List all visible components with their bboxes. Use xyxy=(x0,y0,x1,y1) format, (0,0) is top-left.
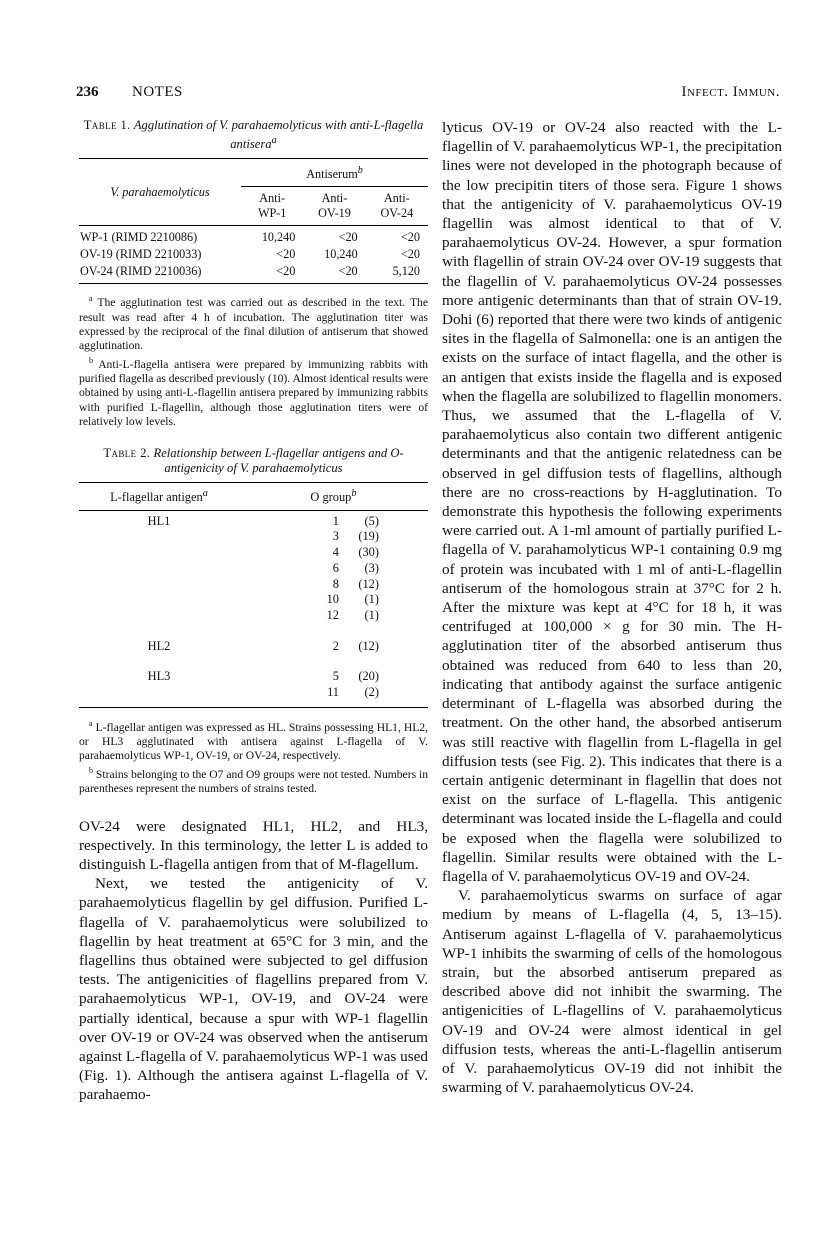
table2-strain-count: (1) xyxy=(364,607,379,622)
table2-strain-count: (1) xyxy=(364,592,379,607)
table1-col-label: Anti-OV-19 xyxy=(318,191,351,221)
table2-strain-count: (3) xyxy=(364,560,379,575)
table1-footnote-a: $^a$ The agglutination test was carried out as described in the text. The result was read after 4 h of incubation. The agglutination titer was expressed by the reciprocal of the final dilution of antiserum that showed agglutination. xyxy=(79,294,428,353)
table1-footnote-b-text: Anti-L-flagella antisera were prepared by immunizing rabbits with purified flagella as described previously (10). Almost identical results were obtained by using anti-L-flagellin antisera prepared by immunizing rabbits with purified L-flagellin, although those agglutination titers were of relatively low levels. xyxy=(79,357,428,429)
table-row xyxy=(79,263,428,284)
left-column xyxy=(79,118,428,1105)
running-header xyxy=(76,84,780,106)
table2-antigen: HL1 xyxy=(147,513,171,528)
table2-strain-count: (12) xyxy=(358,576,379,591)
table2-antigen xyxy=(79,529,239,545)
table1-col-anti-ov24 xyxy=(366,187,428,226)
table1-group-sup: b xyxy=(357,165,363,177)
table1-group-header: Antiserum xyxy=(306,167,358,182)
table2-col1-sup: a xyxy=(202,487,208,499)
table1-title-sup: a xyxy=(271,135,277,146)
table2-o-group: 12 xyxy=(326,607,339,622)
table2-antigen xyxy=(79,592,239,608)
table2-strain-count: (5) xyxy=(364,513,379,528)
table2-footnotes xyxy=(79,717,428,797)
table-row xyxy=(79,529,428,545)
table1-title: Agglutination of V. parahaemolyticus with anti-L-flagella antisera xyxy=(133,118,424,152)
table2-antigen xyxy=(79,608,239,624)
table2-footnote-b-text: Strains belonging to the O7 and O9 groups were not tested. Numbers in parentheses represent the numbers of strains tested. xyxy=(79,767,429,796)
table-row xyxy=(79,669,428,685)
table1-col-anti-wp1 xyxy=(241,187,303,226)
table1-row-header: V. parahaemolyticus xyxy=(110,184,210,199)
table-row xyxy=(79,545,428,561)
table2-antigen: HL2 xyxy=(147,638,171,653)
table2-antigen: HL3 xyxy=(147,669,171,684)
table1-strain: OV-19 (RIMD 2210033) xyxy=(80,247,202,262)
table2-o-group: 10 xyxy=(326,592,339,607)
table1-value: <20 xyxy=(276,264,296,279)
right-column xyxy=(442,118,782,1097)
table2-body xyxy=(79,511,428,708)
table1 xyxy=(79,158,428,284)
table1-row-header-cell xyxy=(79,159,241,226)
body-paragraph: Next, we tested the antigenicity of V. parahaemolyticus flagellin by gel diffusion. Purified L-flagella of V. parahaemolyticus were solubilized to flagellin by heat treatment at 65°C for 3 min, and the flagellins thus obtained were subjected to gel diffusion tests. The antigenicities of flagellins prepared from V. parahaemolyticus WP-1, OV-19, and OV-24 were partially identical, because a spur with WP-1 flagellin over OV-19 or OV-24 was observed when the antiserum against L-flagella of V. parahaemolyticus WP-1 was used (Fig. 1). Although the antisera against L-flagella of V. parahaemo- xyxy=(79,875,428,1104)
table2-o-group: 1 xyxy=(332,513,339,528)
table2-antigen xyxy=(79,561,239,577)
table2-antigen xyxy=(79,577,239,593)
table1-col-label: Anti-WP-1 xyxy=(257,191,287,221)
table2-o-group: 5 xyxy=(332,669,339,684)
table1-value: <20 xyxy=(276,247,296,262)
right-body-text xyxy=(442,118,782,1097)
section-title: NOTES xyxy=(132,84,183,100)
table1-footnotes xyxy=(79,292,428,429)
table2-strain-count: (19) xyxy=(358,529,379,544)
table1-value: <20 xyxy=(338,230,358,245)
table2-col2-sup: b xyxy=(351,487,357,499)
table2-footnote-a-text: L-flagellar antigen was expressed as HL. Strains possessing HL1, HL2, or HL3 agglutinated with antisera against L-flagella of V. parahaemolyticus WP-1, OV-19, or OV-24, respectively. xyxy=(79,720,428,763)
table1-value: <20 xyxy=(338,264,358,279)
table2-strain-count: (30) xyxy=(358,545,379,560)
table2 xyxy=(79,482,428,511)
body-paragraph: lyticus OV-19 or OV-24 also reacted with the L-flagellin of V. parahaemolyticus WP-1, the precipitation lines were not developed in the photograph because of the low precipitin titers of those sera. Figure 1 shows that the antigenicity of V. parahaemolyticus OV-19 flagellin was almost identical to that of V. parahaemolyticus OV-24. However, a spur formation with flagellin of strain OV-24 over OV-19 suggests that the flagellin of V. parahaemolyticus OV-24 possesses more antigenic determinants than that of strain OV-19. Dohi (6) reported that there were two kinds of antigenic sites in the flagella of Salmonella: one is an antigen the exists on the surface of intact flagella, and the other is an antigen that exists inside the flagella and is exposed when the flagella are solubilized to flagellin monomers. Thus, we assumed that the L-flagella of V. parahaemolyticus also contain two different antigenic determinants and that the antigenic relatedness can be observed in gel diffusion tests of flagellins, although there are no cross-reactions by H-agglutination. To demonstrate this hypothesis the following experiments were carried out. A 1-ml amount of partially purified L-flagella of V. parahamolyticus WP-1 containing 0.9 mg of protein was incubated with 1 ml of anti-L-flagellin antiserum of the homologous strain at 37°C for 2 h. After the mixture was kept at 4°C for 18 h, it was centrifuged at 100,000 × g for 30 min. The H-agglutination titer of the absorbed antiserum thus obtained was reduced from 640 to less than 20, indicating that antibody against the surface antigenic determinant of L-flagella was absorbed during the treatment. On the other hand, the absorbed antiserum was still reactive with flagellin from L-flagella in gel diffusion tests (see Fig. 2). This indicates that there is a certain antigenic determinant in flagellin that does not exist on the surface of L-flagella. This antigenic determinant was located inside the L-flagella and could be exposed when the flagella were solubilized to flagellin. Similar results were obtained with the L-flagella of V. parahaemolyticus OV-19 and OV-24. xyxy=(442,119,782,885)
table2-strain-count: (12) xyxy=(358,638,379,653)
table-row xyxy=(79,246,428,263)
body-paragraph: V. parahaemolyticus swarms on surface of agar medium by means of L-flagella (4, 5, 13–15). Antiserum against L-flagella of V. parahaemolyticus WP-1 inhibits the swarming of cells of the homologous strain, but the absorbed antiserum prepared as described above did not inhibit the swarming. The antigenicities of L-flagellins of V. parahaemolyticus OV-19 and OV-24 were almost identical in gel diffusion tests, whereas the anti-L-flagellin antiserum of V. parahaemolyticus OV-19 did not inhibit the swarming of V. parahaemolyticus OV-24. xyxy=(442,887,782,1097)
table1-strain: OV-24 (RIMD 2210036) xyxy=(80,264,202,279)
table-row xyxy=(79,226,428,247)
table1-value: 5,120 xyxy=(392,264,420,279)
table2-col1-header xyxy=(79,482,239,510)
table1-col-label: Anti-OV-24 xyxy=(380,191,414,221)
table-row xyxy=(79,639,428,655)
table1-strain: WP-1 (RIMD 2210086) xyxy=(80,230,198,245)
table2-col1-label: L-flagellar antigen xyxy=(110,489,203,504)
table2-col2-header xyxy=(239,482,428,510)
table1-footnote-b: $^b$ Anti-L-flagella antisera were prepared by immunizing rabbits with purified flagella as described previously (10). Almost identical results were obtained by using anti-L-flagellin antisera prepared by immunizing rabbits with purified L-flagellin, although those agglutination titers were of relatively low levels. xyxy=(79,355,428,429)
body-paragraph: OV-24 were designated HL1, HL2, and HL3, respectively. In this terminology, the letter L is added to distinguish L-flagella antigen from that of M-flagellum. xyxy=(79,817,428,873)
table2-caption xyxy=(79,446,428,476)
table1-col-anti-ov19 xyxy=(303,187,365,226)
table2-footnote-b: $^b$ Strains belonging to the O7 and O9 groups were not tested. Numbers in parentheses represent the numbers of strains tested. xyxy=(79,765,429,796)
table-row xyxy=(79,685,428,701)
table2-footnote-a: $^a$ L-flagellar antigen was expressed as HL. Strains possessing HL1, HL2, or HL3 agglutinated with antisera against L-flagella of V. parahaemolyticus WP-1, OV-19, or OV-24, respectively. xyxy=(79,718,428,763)
table1-caption xyxy=(79,118,428,152)
journal-name: Infect. Immun. xyxy=(681,84,780,100)
left-body-text xyxy=(79,817,428,1105)
table2-o-group: 3 xyxy=(332,529,339,544)
table-row xyxy=(79,608,428,624)
table1-value: <20 xyxy=(400,230,420,245)
table2-o-group: 2 xyxy=(332,638,339,653)
table1-label: Table 1. xyxy=(83,118,131,132)
table1-value: <20 xyxy=(400,247,420,262)
table2-label: Table 2. xyxy=(103,445,151,460)
table-row xyxy=(79,577,428,593)
table1-value: 10,240 xyxy=(324,247,358,262)
table2-o-group: 8 xyxy=(332,576,339,591)
table2-col2-label: O group xyxy=(310,489,352,504)
table1-group-header-cell xyxy=(241,159,428,187)
table-row xyxy=(79,561,428,577)
table2-o-group: 6 xyxy=(332,560,339,575)
table-row xyxy=(79,514,428,530)
table2-strain-count: (20) xyxy=(358,669,379,684)
table2-antigen xyxy=(79,545,239,561)
table2-title: Relationship between L-flagellar antigens and O-antigenicity of V. parahaemolyticus xyxy=(153,445,404,475)
page-number: 236 xyxy=(76,84,99,100)
table1-value: 10,240 xyxy=(261,230,296,245)
table1-footnote-a-text: The agglutination test was carried out as described in the text. The result was read after 4 h of incubation. The agglutination titer was expressed by the reciprocal of the final dilution of antiserum that showed agglutination. xyxy=(79,296,428,353)
table2-o-group: 11 xyxy=(327,685,339,700)
table2-antigen xyxy=(79,685,239,701)
table2-o-group: 4 xyxy=(332,545,339,560)
table-row xyxy=(79,592,428,608)
table2-strain-count: (2) xyxy=(364,685,379,700)
